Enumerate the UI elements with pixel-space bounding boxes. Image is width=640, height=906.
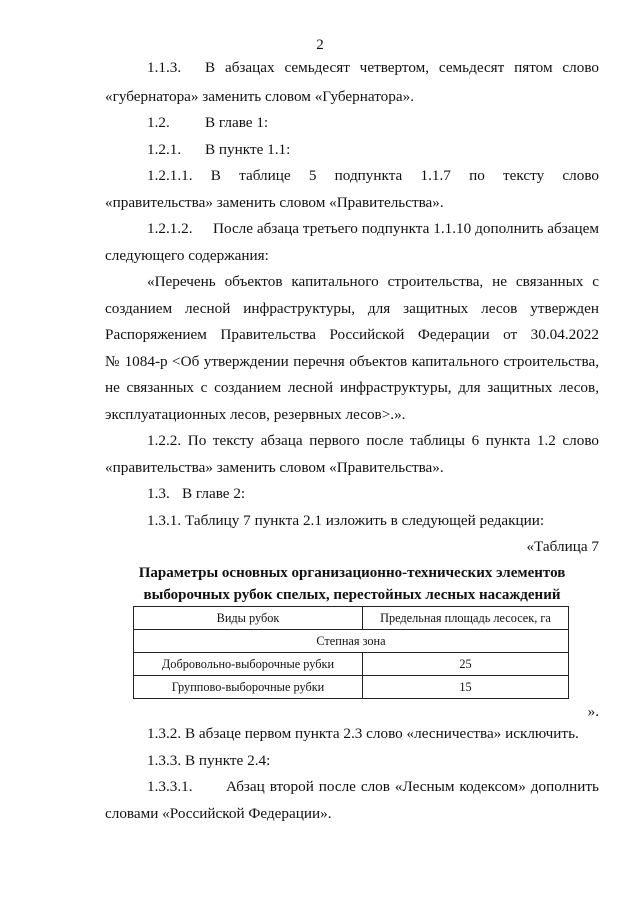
table-cell-area: 25 — [363, 653, 569, 676]
word: слово — [562, 167, 599, 184]
table-title-line2: выборочных рубок спелых, перестойных лесных насаждений — [143, 587, 561, 603]
para-1-3-text: В главе 2: — [182, 485, 246, 502]
table-row — [134, 676, 569, 699]
table-cell-area: 15 — [363, 676, 569, 699]
para-num-1-1-3: 1.1.3. — [147, 59, 182, 76]
para-1-3-3-1-line2: словами «Российской Федерации». — [105, 805, 332, 822]
cutting-parameters-table — [133, 606, 569, 699]
word: В — [210, 167, 221, 184]
word: подпункта — [334, 167, 403, 184]
quote-line: созданием лесной инфраструктуры, для защитных лесов утвержден — [105, 300, 599, 317]
table-header-cell: Виды рубок — [134, 607, 363, 630]
table-title-line1: Параметры основных организационно-технических элементов — [138, 565, 566, 581]
table-header-cell: Предельная площадь лесосек, га — [363, 607, 569, 630]
word: по — [469, 167, 485, 184]
para-1-2-text: В главе 1: — [205, 114, 269, 131]
table-cell-type: Добровольно-выборочные рубки — [134, 653, 363, 676]
para-1-2-2-line2: «правительства» заменить словом «Правительства». — [105, 459, 444, 476]
para-1-3-3-1-line1: Абзац второй после слов «Лесным кодексом» дополнить — [226, 778, 599, 795]
para-num-1-2-1-2: 1.2.1.2. — [147, 220, 193, 237]
table-label: «Таблица 7 — [526, 538, 599, 555]
table-zone-cell: Степная зона — [134, 630, 569, 653]
para-1-3-2: 1.3.2. В абзаце первом пункта 2.3 слово «лесничества» исключить. — [147, 725, 579, 742]
word: 5 — [308, 167, 317, 184]
para-1-1-3-line2: «губернатора» заменить словом «Губернатора». — [105, 88, 414, 105]
word: таблице — [239, 167, 291, 184]
para-1-3-3: 1.3.3. В пункте 2.4: — [147, 752, 271, 769]
word: 1.1.7 — [420, 167, 451, 184]
table-cell-type: Группово-выборочные рубки — [134, 676, 363, 699]
quote-line: Распоряжением Правительства Российской Федерации от 30.04.2022 — [105, 326, 599, 343]
page-number: 2 — [316, 37, 324, 53]
table-header-row — [134, 607, 569, 630]
para-1-1-3-line1: В абзацах семьдесят четвертом, семьдесят пятом слово — [205, 59, 599, 76]
para-1-2-1-1-line2: «правительства» заменить словом «Правительства». — [105, 194, 444, 211]
quote-line-last: эксплуатационных лесов, резервных лесов>.». — [105, 406, 406, 423]
para-1-2-1-2-line2: следующего содержания: — [105, 247, 269, 264]
para-1-2-1-1-line1 — [147, 166, 599, 186]
para-num-1-2-1: 1.2.1. — [147, 141, 182, 158]
para-1-2-1-text: В пункте 1.1: — [205, 141, 291, 158]
quote-line: № 1084-р <Об утверждении перечня объектов капитального строительства, — [105, 353, 599, 370]
table-zone-row — [134, 630, 569, 653]
para-1-2-2-line1: 1.2.2. По тексту абзаца первого после таблицы 6 пункта 1.2 слово — [147, 432, 599, 449]
para-num-1-3-3-1: 1.3.3.1. — [147, 778, 193, 795]
table-row — [134, 653, 569, 676]
para-num-1-2: 1.2. — [147, 114, 170, 131]
quote-line: не связанных с созданием лесной инфраструктуры, для защитных лесов, — [105, 379, 599, 396]
para-num-1-3: 1.3. — [147, 485, 170, 502]
word: тексту — [503, 167, 545, 184]
quote-line: «Перечень объектов капитального строительства, не связанных с — [147, 273, 599, 290]
para-num-1-2-1-1: 1.2.1.1. — [147, 167, 193, 184]
para-1-2-1-2-line1: После абзаца третьего подпункта 1.1.10 дополнить абзацем — [213, 220, 599, 237]
para-1-3-1: 1.3.1. Таблицу 7 пункта 2.1 изложить в следующей редакции: — [147, 512, 545, 529]
table-close-quote: ». — [587, 703, 599, 720]
